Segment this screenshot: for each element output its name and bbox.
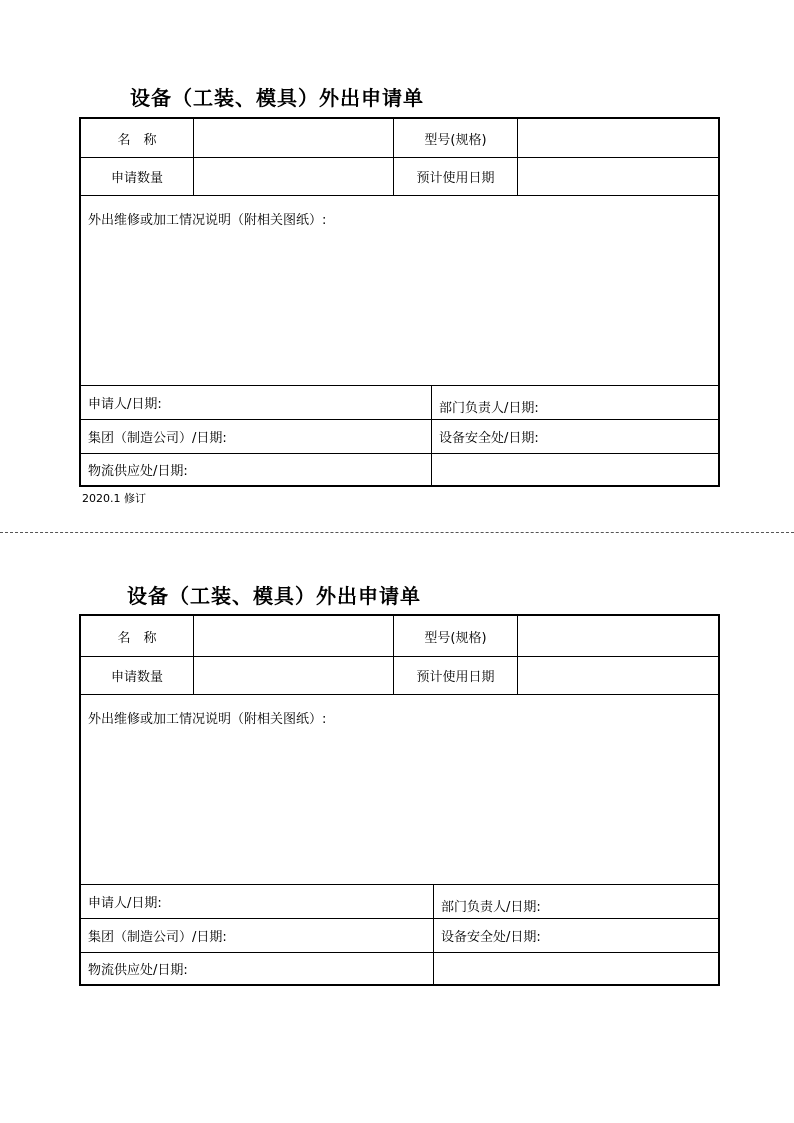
cut-line: [0, 532, 794, 533]
model-field[interactable]: [517, 616, 718, 656]
model-label: 型号(规格): [393, 616, 517, 656]
approval-row-2: [81, 918, 718, 952]
approval-row-1: [81, 884, 718, 918]
logistics-label[interactable]: 物流供应处/日期:: [88, 963, 188, 978]
quantity-field[interactable]: [193, 657, 393, 694]
quantity-row: [81, 157, 718, 195]
blank-cell: [431, 454, 718, 485]
form-title: 设备（工装、模具）外出申请单: [127, 584, 421, 608]
group-label[interactable]: 集团（制造公司）/日期:: [88, 431, 227, 446]
usage-date-label: 预计使用日期: [393, 657, 517, 694]
form-title: 设备（工装、模具）外出申请单: [130, 86, 424, 110]
blank-cell: [433, 953, 718, 984]
usage-date-field[interactable]: [517, 657, 718, 694]
description-area[interactable]: [81, 195, 718, 385]
quantity-row: [81, 656, 718, 694]
applicant-label[interactable]: 申请人/日期:: [88, 397, 162, 412]
group-label[interactable]: 集团（制造公司）/日期:: [88, 930, 227, 945]
approval-row-1: [81, 385, 718, 419]
form-table: [79, 614, 720, 986]
name-field[interactable]: [193, 119, 393, 157]
usage-date-field[interactable]: [517, 158, 718, 195]
approval-row-2: [81, 419, 718, 453]
name-label: 名 称: [117, 630, 157, 646]
quantity-field[interactable]: [193, 158, 393, 195]
usage-date-label: 预计使用日期: [393, 158, 517, 195]
description-label: 外出维修或加工情况说明（附相关图纸）:: [88, 213, 327, 228]
model-label: 型号(规格): [393, 119, 517, 157]
form-table: [79, 117, 720, 487]
logistics-label[interactable]: 物流供应处/日期:: [88, 464, 188, 479]
safety-label[interactable]: 设备安全处/日期:: [431, 420, 718, 453]
applicant-label[interactable]: 申请人/日期:: [88, 896, 162, 911]
model-field[interactable]: [517, 119, 718, 157]
quantity-label: 申请数量: [110, 171, 163, 186]
description-area[interactable]: [81, 694, 718, 884]
revision-note: 2020.1 修订: [82, 492, 146, 505]
dept-head-label[interactable]: 部门负责人/日期:: [431, 386, 718, 419]
name-row: [81, 119, 718, 157]
quantity-label: 申请数量: [110, 670, 163, 685]
approval-row-3: [81, 952, 718, 984]
approval-row-3: [81, 453, 718, 485]
name-field[interactable]: [193, 616, 393, 656]
safety-label[interactable]: 设备安全处/日期:: [433, 919, 718, 952]
name-row: [81, 616, 718, 656]
dept-head-label[interactable]: 部门负责人/日期:: [433, 885, 718, 918]
description-label: 外出维修或加工情况说明（附相关图纸）:: [88, 712, 327, 727]
name-label: 名 称: [117, 132, 157, 148]
